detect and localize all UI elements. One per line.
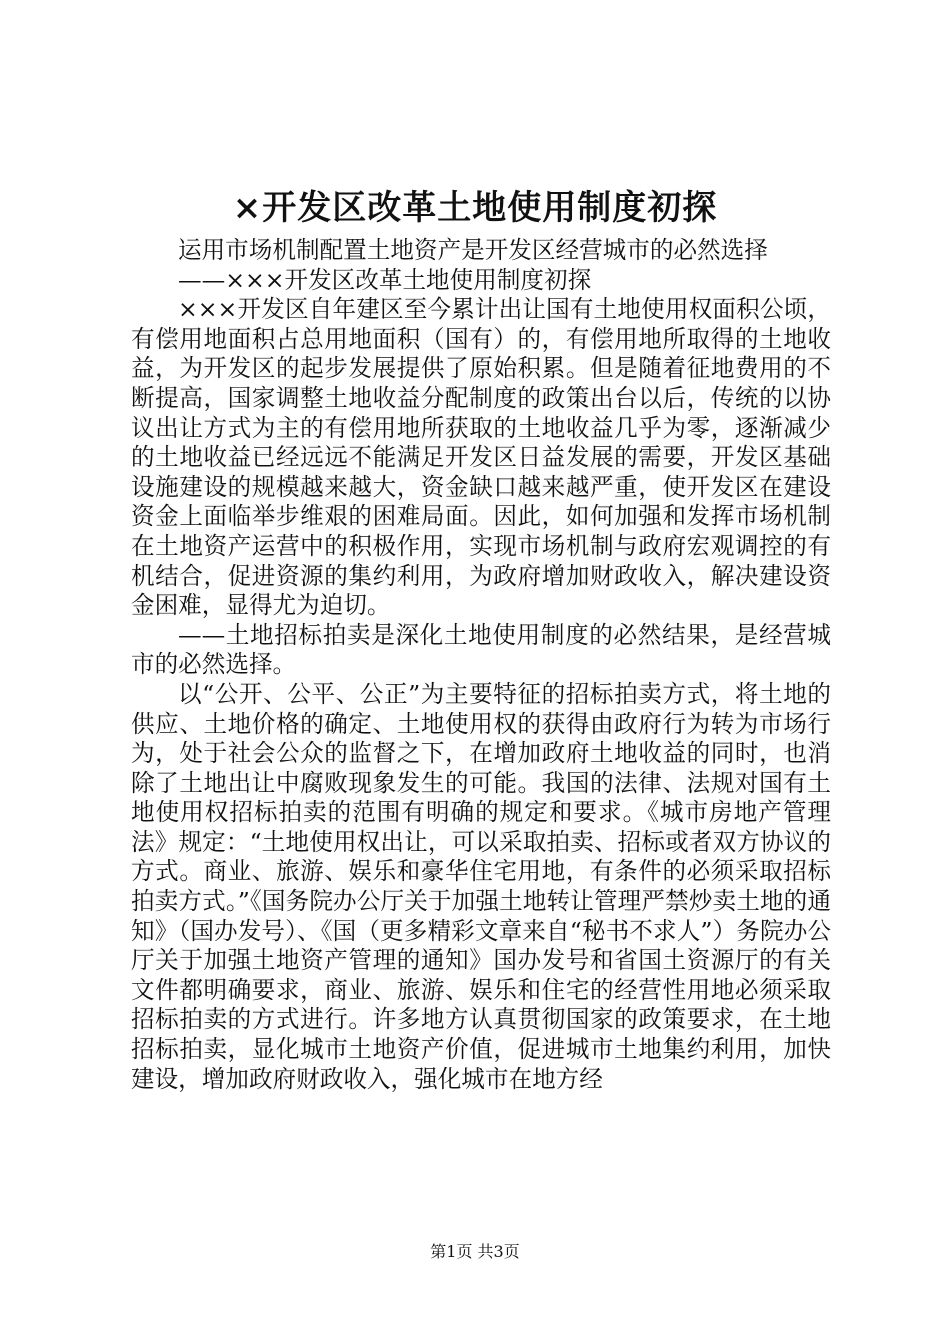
page-number: 第1页 共3页 <box>430 1242 520 1261</box>
document-body <box>131 236 831 1094</box>
subtitle-line: 运用市场机制配置土地资产是开发区经营城市的必然选择 <box>178 236 768 264</box>
document-title: ×开发区改革土地使用制度初探 <box>232 188 718 228</box>
subtitle-dash-line: ——×××开发区改革土地使用制度初探 <box>178 265 592 294</box>
paragraph: ——土地招标拍卖是深化土地使用制度的必然结果，是经营城市的必然选择。 <box>131 620 831 679</box>
paragraph: 以“公开、公平、公正”为主要特征的招标拍卖方式，将土地的供应、土地价格的确定、土地使用权的获得由政府行为转为市场行为，处于社会公众的监督之下，在增加政府土地收益的同时，也消除了土地出让中腐败现象发生的可能。我国的法律、法规对国有土地使用权招标拍卖的范围有明确的规定和要求。《城市房地产管理法》规定：“土地使用权出让，可以采取拍卖、招标或者双方协议的方式。商业、旅游、娱乐和豪华住宅用地，有条件的必须采取招标拍卖方式。”《国务院办公厅关于加强土地转让管理严禁炒卖土地的通知》（国办发号）、《国（更多精彩文章来自“秘书不求人”）务院办公厅关于加强土地资产管理的通知》国办发号和省国土资源厅的有关文件都明确要求，商业、旅游、娱乐和住宅的经营性用地必须采取招标拍卖的方式进行。许多地方认真贯彻国家的政策要求，在土地招标拍卖，显化城市土地资产价值，促进城市土地集约利用，加快建设，增加政府财政收入，强化城市在地方经 <box>131 679 831 1093</box>
paragraph: ×××开发区自年建区至今累计出让国有土地使用权面积公顷，有偿用地面积占总用地面积（国有）的，有偿用地所取得的土地收益，为开发区的起步发展提供了原始积累。但是随着征地费用的不断提高，国家调整土地收益分配制度的政策出台以后，传统的以协议出让方式为主的有偿用地所获取的土地收益几乎为零，逐渐减少的土地收益已经远远不能满足开发区日益发展的需要，开发区基础设施建设的规模越来越大，资金缺口越来越严重，使开发区在建设资金上面临举步维艰的困难局面。因此，如何加强和发挥市场机制在土地资产运营中的积极作用，实现市场机制与政府宏观调控的有机结合，促进资源的集约利用，为政府增加财政收入，解决建设资金困难，显得尤为迫切。 <box>131 295 831 620</box>
